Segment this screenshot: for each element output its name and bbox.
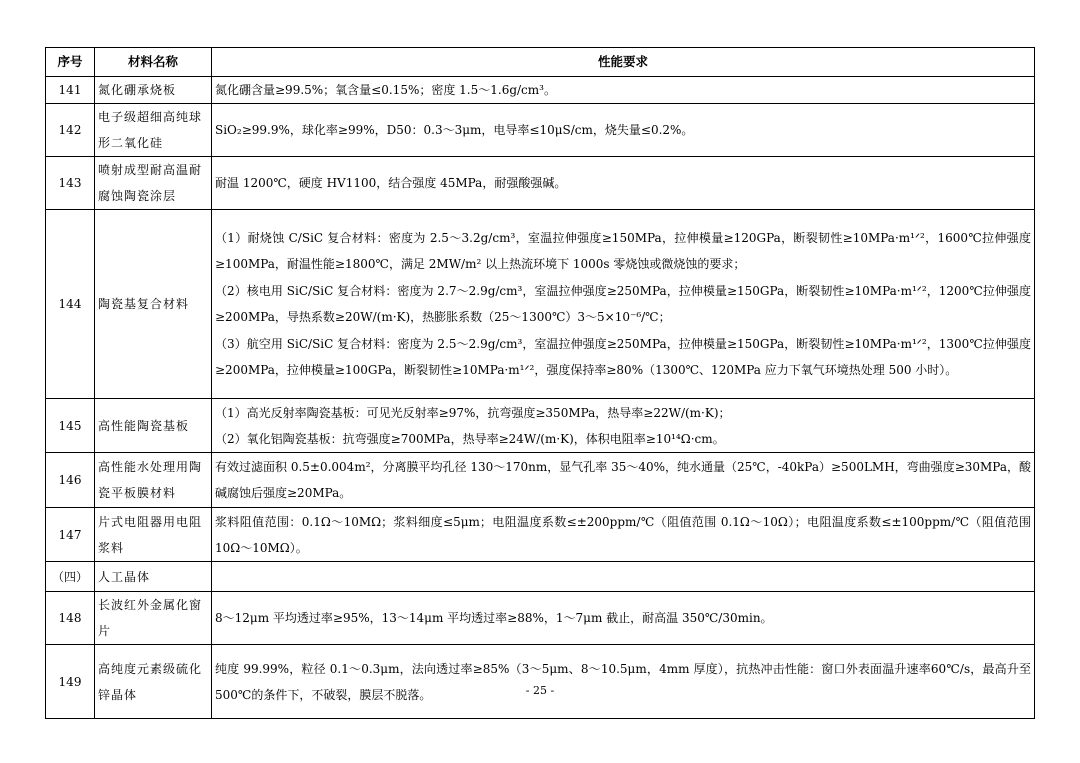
requirement-text: 有效过滤面积 0.5±0.004m²，分离膜平均孔径 130～170nm，显气孔率 35～40%，纯水通量（25℃，-40kPa）≥500LMH，弯曲强度≥30MPa，酸碱腐蚀后强度≥20MPa。: [212, 453, 1035, 508]
header-material-name: 材料名称: [95, 48, 212, 77]
requirement-paragraph: （1）耐烧蚀 C/SiC 复合材料：密度为 2.5～3.2g/cm³，室温拉伸强度≥150MPa，拉伸模量≥120GPa，断裂韧性≥10MPa·m¹ᐟ²，1600℃拉伸强度≥100MPa，耐温性能≥1800℃，满足 2MW/m² 以上热流环境下 1000s 零烧蚀或微烧蚀的要求；: [215, 230, 1031, 271]
requirement-text: 纯度 99.99%，粒径 0.1～0.3μm，法向透过率≥85%（3～5μm、8～10.5μm，4mm 厚度），抗热冲击性能：窗口外表面温升速率60℃/s，最高升至 500℃的条件下，不破裂，膜层不脱落。: [212, 645, 1035, 719]
requirement-paragraph: （2）核电用 SiC/SiC 复合材料：密度为 2.7～2.9g/cm³，室温拉伸强度≥250MPa，拉伸模量≥150GPa，断裂韧性≥10MPa·m¹ᐟ²，1200℃拉伸强度≥200MPa，导热系数≥20W/(m·K)，热膨胀系数（25～1300℃）3～5×10⁻⁶/℃；: [215, 283, 1031, 324]
table-row: [46, 104, 1035, 157]
material-name: 长波红外金属化窗片: [95, 592, 212, 645]
table-row: [46, 592, 1035, 645]
table-row: [46, 399, 1035, 453]
row-number: 145: [46, 399, 95, 453]
requirement-paragraph: （2）氧化铝陶瓷基板：抗弯强度≥700MPa，热导率≥24W/(m·K)，体积电阻率≥10¹⁴Ω·cm。: [215, 431, 725, 446]
requirement-text: [212, 562, 1035, 592]
material-name: 高性能水处理用陶瓷平板膜材料: [95, 453, 212, 508]
table-row: [46, 453, 1035, 508]
requirement-text: 8～12μm 平均透过率≥95%，13～14μm 平均透过率≥88%，1～7μm 截止，耐高温 350℃/30min。: [212, 592, 1035, 645]
requirement-cell: [212, 210, 1035, 399]
row-number: 149: [46, 645, 95, 719]
row-number: 148: [46, 592, 95, 645]
row-number: 141: [46, 77, 95, 104]
header-number: 序号: [46, 48, 95, 77]
section-title: 人工晶体: [95, 562, 212, 592]
requirement-paragraph: （3）航空用 SiC/SiC 复合材料：密度为 2.5～2.9g/cm³，室温拉伸强度≥250MPa，拉伸模量≥150GPa，断裂韧性≥10MPa·m¹ᐟ²，1300℃拉伸强度≥200MPa，拉伸模量≥100GPa，断裂韧性≥10MPa·m¹ᐟ²，强度保持率≥80%（1300℃、120MPa 应力下氧气环境热处理 500 小时）。: [215, 336, 1031, 377]
table-row: [46, 210, 1035, 399]
material-name: 高性能陶瓷基板: [95, 399, 212, 453]
row-number: 147: [46, 508, 95, 562]
requirement-text: 耐温 1200℃，硬度 HV1100，结合强度 45MPa，耐强酸强碱。: [212, 157, 1035, 210]
row-number: 146: [46, 453, 95, 508]
page-number: - 25 -: [525, 684, 555, 697]
requirement-text: 氮化硼含量≥99.5%；氧含量≤0.15%；密度 1.5～1.6g/cm³。: [212, 77, 1035, 104]
table-row: [46, 157, 1035, 210]
section-row: [46, 562, 1035, 592]
material-name: 电子级超细高纯球形二氧化硅: [95, 104, 212, 157]
requirement-cell: [212, 399, 1035, 453]
material-name: 陶瓷基复合材料: [95, 210, 212, 399]
section-number: （四）: [46, 562, 95, 592]
requirement-paragraph: （1）高光反射率陶瓷基板：可见光反射率≥97%，抗弯强度≥350MPa，热导率≥22W/(m·K)；: [215, 405, 731, 420]
row-number: 142: [46, 104, 95, 157]
requirement-text: 浆料阻值范围：0.1Ω～10MΩ；浆料细度≤5μm；电阻温度系数≤±200ppm/℃（阻值范围 0.1Ω～10Ω）；电阻温度系数≤±100ppm/℃（阻值范围 10Ω～10MΩ）。: [212, 508, 1035, 562]
table-row: [46, 645, 1035, 719]
table-header-row: [46, 48, 1035, 77]
table-row: [46, 508, 1035, 562]
table-row: [46, 77, 1035, 104]
row-number: 144: [46, 210, 95, 399]
material-name: 氮化硼承烧板: [95, 77, 212, 104]
header-requirements: 性能要求: [212, 48, 1035, 77]
requirement-text: SiO₂≥99.9%，球化率≥99%，D50：0.3～3μm，电导率≤10μS/cm，烧失量≤0.2%。: [212, 104, 1035, 157]
material-name: 片式电阻器用电阻浆料: [95, 508, 212, 562]
material-name: 喷射成型耐高温耐腐蚀陶瓷涂层: [95, 157, 212, 210]
material-name: 高纯度元素级硫化锌晶体: [95, 645, 212, 719]
row-number: 143: [46, 157, 95, 210]
spec-table: [45, 47, 1035, 719]
